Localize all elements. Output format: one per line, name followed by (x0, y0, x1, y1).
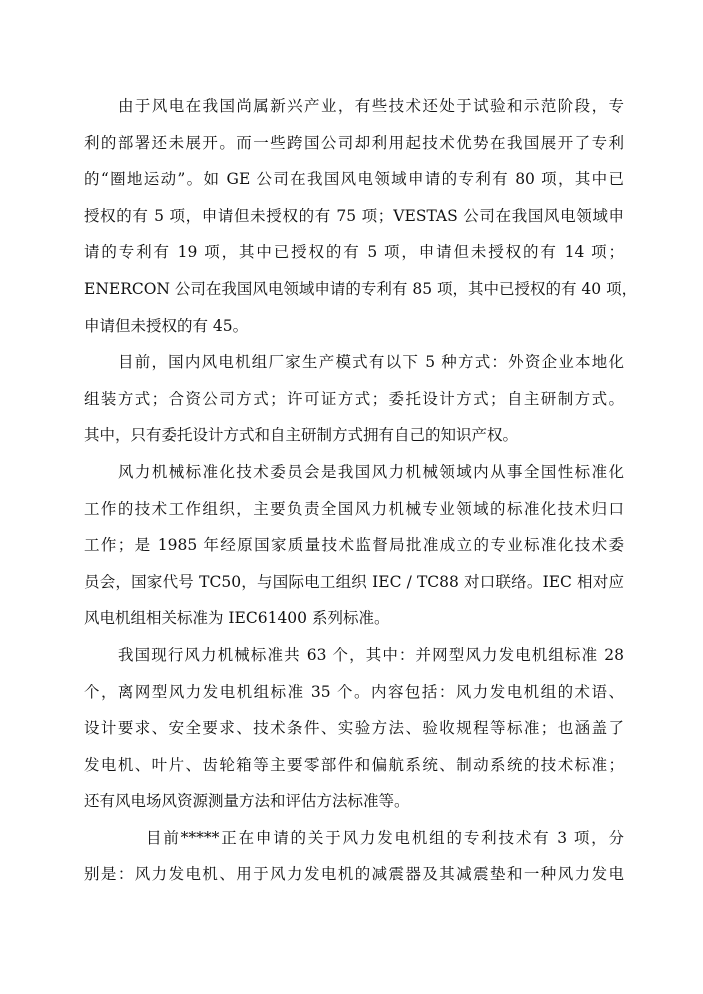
paragraph-1-line-6: ENERCON 公司在我国风电领域申请的专利有 85 项，其中已授权的有 40 项， (84, 279, 638, 298)
paragraph-3-line-2: 工作的技术工作组织，主要负责全国风力机械专业领域的标准化技术归口 (84, 499, 624, 518)
paragraph-5-line-2: 别是：风力发电机、用于风力发电机的减震器及其减震垫和一种风力发电 (84, 865, 624, 884)
paragraph-1-line-3: 的“圈地运动”。如 GE 公司在我国风电领域申请的专利有 80 项，其中已 (84, 170, 624, 189)
document-body (84, 88, 638, 893)
paragraph-3-line-1: 风力机械标准化技术委员会是我国风力机械领域内从事全国性标准化 (118, 462, 624, 481)
paragraph-2-line-3: 其中，只有委托设计方式和自主研制方式拥有自己的知识产权。 (84, 426, 519, 445)
paragraph-3-line-5: 风电机组相关标准为 IEC61400 系列标准。 (84, 609, 390, 628)
paragraph-4-line-3: 设计要求、安全要求、技术条件、实验方法、验收规程等标准；也涵盖了 (84, 719, 624, 738)
paragraph-4-line-2: 个，离网型风力发电机组标准 35 个。内容包括：风力发电机组的术语、 (84, 682, 624, 701)
paragraph-4-line-4: 发电机、叶片、齿轮箱等主要零部件和偏航系统、制动系统的技术标准； (84, 755, 624, 774)
paragraph-2-line-2: 组装方式；合资公司方式；许可证方式；委托设计方式；自主研制方式。 (84, 389, 624, 408)
paragraph-2-line-1: 目前，国内风电机组厂家生产模式有以下 5 种方式：外资企业本地化 (118, 353, 624, 372)
paragraph-1-line-5: 请的专利有 19 项，其中已授权的有 5 项，申请但未授权的有 14 项； (84, 243, 624, 262)
paragraph-5-line-1: 目前*****正在申请的关于风力发电机组的专利技术有 3 项，分 (146, 828, 624, 847)
paragraph-1-line-2: 利的部署还未展开。而一些跨国公司却利用起技术优势在我国展开了专利 (84, 133, 624, 152)
paragraph-3-line-4: 员会，国家代号 TC50，与国际电工组织 IEC / TC88 对口联络。IEC 相对应 (84, 572, 624, 591)
paragraph-1-line-4: 授权的有 5 项，申请但未授权的有 75 项；VESTAS 公司在我国风电领域申 (84, 206, 624, 225)
paragraph-4-line-5: 还有风电场风资源测量方法和评估方法标准等。 (84, 792, 410, 811)
paragraph-1-line-1: 由于风电在我国尚属新兴产业，有些技术还处于试验和示范阶段，专 (118, 97, 624, 115)
paragraph-4-line-1: 我国现行风力机械标准共 63 个，其中：并网型风力发电机组标准 28 (118, 645, 624, 664)
paragraph-3-line-3: 工作；是 1985 年经原国家质量技术监督局批准成立的专业标准化技术委 (84, 536, 624, 555)
paragraph-1-line-7: 申请但未授权的有 45。 (84, 316, 249, 335)
